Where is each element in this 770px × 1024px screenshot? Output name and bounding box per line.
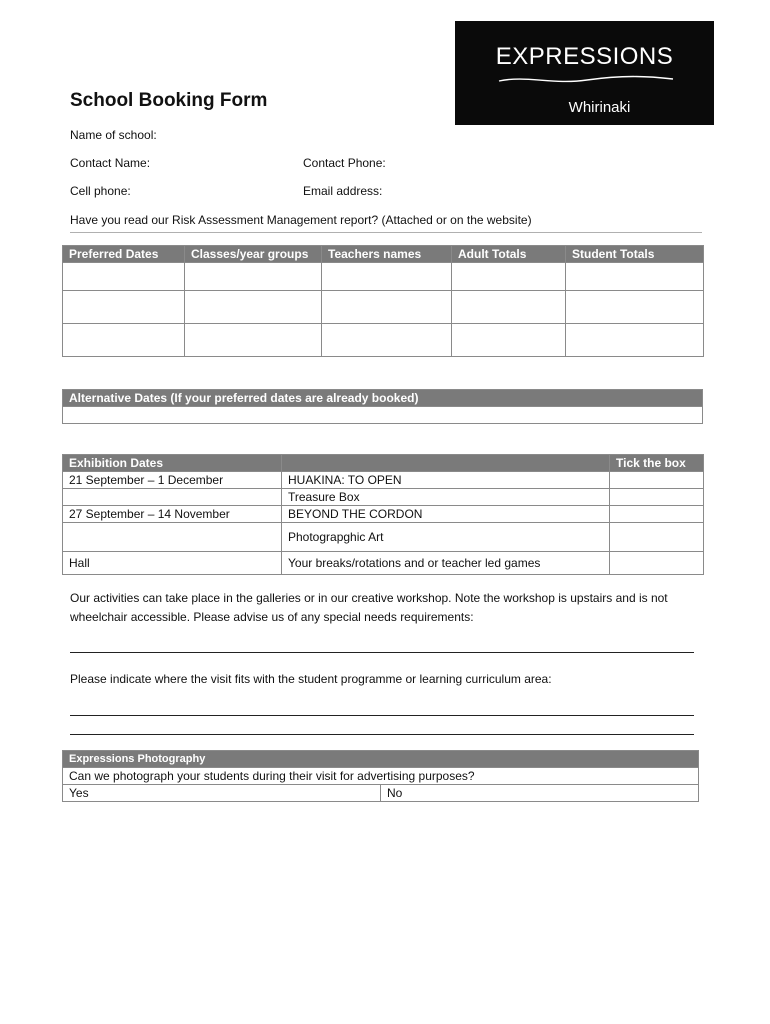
exhibition-title: Photograpghic Art: [282, 523, 610, 552]
table-row: [63, 785, 699, 802]
exhibition-title: Your breaks/rotations and or teacher led games: [282, 552, 610, 575]
table-row: [63, 552, 704, 575]
tick-box[interactable]: [610, 489, 704, 506]
input-cell[interactable]: [566, 291, 704, 324]
input-cell[interactable]: [322, 263, 452, 291]
answer-line[interactable]: [70, 652, 694, 653]
tick-box[interactable]: [610, 506, 704, 523]
table-row: [63, 263, 704, 291]
contact-name-label: Contact Name:: [70, 156, 151, 170]
table-row: [63, 768, 699, 785]
alternative-dates-header: Alternative Dates (If your preferred dates are already booked): [63, 390, 703, 407]
input-cell[interactable]: [452, 324, 566, 357]
input-cell[interactable]: [566, 263, 704, 291]
exhibition-title: HUAKINA: TO OPEN: [282, 472, 610, 489]
logo-wave-icon: [497, 73, 675, 87]
input-cell[interactable]: [185, 324, 322, 357]
exhibition-title: BEYOND THE CORDON: [282, 506, 610, 523]
input-cell[interactable]: [566, 324, 704, 357]
table-row: [63, 506, 704, 523]
header-classes: Classes/year groups: [185, 246, 322, 263]
exhibition-table: [62, 454, 704, 575]
expressions-logo: [455, 21, 714, 125]
exhibition-date: [63, 489, 282, 506]
input-cell[interactable]: [185, 263, 322, 291]
cell-phone-label: Cell phone:: [70, 184, 131, 198]
email-label: Email address:: [303, 184, 383, 198]
answer-line[interactable]: [70, 734, 694, 735]
no-option[interactable]: No: [381, 785, 699, 802]
input-cell[interactable]: [63, 324, 185, 357]
table-row: [63, 324, 704, 357]
logo-brand: EXPRESSIONS: [495, 43, 674, 70]
divider: [70, 232, 702, 233]
photography-table: [62, 750, 699, 802]
header-tick-box: Tick the box: [610, 455, 704, 472]
table-row: [63, 291, 704, 324]
input-cell[interactable]: [452, 291, 566, 324]
header-description: [282, 455, 610, 472]
table-row: [63, 472, 704, 489]
photography-header: Expressions Photography: [63, 751, 699, 768]
yes-option[interactable]: Yes: [63, 785, 381, 802]
exhibition-date: 21 September – 1 December: [63, 472, 282, 489]
input-cell[interactable]: [63, 263, 185, 291]
input-cell[interactable]: [322, 324, 452, 357]
header-adult-totals: Adult Totals: [452, 246, 566, 263]
table-row: [63, 407, 703, 424]
contact-phone-label: Contact Phone:: [303, 156, 386, 170]
header-exhibition-dates: Exhibition Dates: [63, 455, 282, 472]
exhibition-date: Hall: [63, 552, 282, 575]
answer-line[interactable]: [70, 715, 694, 716]
header-teachers: Teachers names: [322, 246, 452, 263]
exhibition-title: Treasure Box: [282, 489, 610, 506]
photography-question: Can we photograph your students during their visit for advertising purposes?: [63, 768, 699, 785]
logo-subtitle: Whirinaki: [568, 99, 631, 116]
table-row: [63, 489, 704, 506]
tick-box[interactable]: [610, 523, 704, 552]
input-cell[interactable]: [63, 291, 185, 324]
booking-table: [62, 245, 704, 357]
input-cell[interactable]: [452, 263, 566, 291]
activities-text: Our activities can take place in the galleries or in our creative workshop. Note the workshop is upstairs and is not wheelchair accessible. Please advise us of any special needs requirements:: [70, 591, 668, 624]
input-cell[interactable]: [322, 291, 452, 324]
school-name-label: Name of school:: [70, 128, 157, 142]
table-row: [63, 523, 704, 552]
tick-box[interactable]: [610, 552, 704, 575]
alternative-dates-table: [62, 389, 703, 424]
tick-box[interactable]: [610, 472, 704, 489]
header-student-totals: Student Totals: [566, 246, 704, 263]
programme-text: Please indicate where the visit fits with the student programme or learning curriculum area:: [70, 672, 552, 686]
exhibition-date: [63, 523, 282, 552]
input-cell[interactable]: [63, 407, 703, 424]
exhibition-date: 27 September – 14 November: [63, 506, 282, 523]
page-title: School Booking Form: [70, 90, 268, 111]
risk-question: Have you read our Risk Assessment Management report? (Attached or on the website): [70, 213, 532, 227]
input-cell[interactable]: [185, 291, 322, 324]
header-preferred-dates: Preferred Dates: [63, 246, 185, 263]
